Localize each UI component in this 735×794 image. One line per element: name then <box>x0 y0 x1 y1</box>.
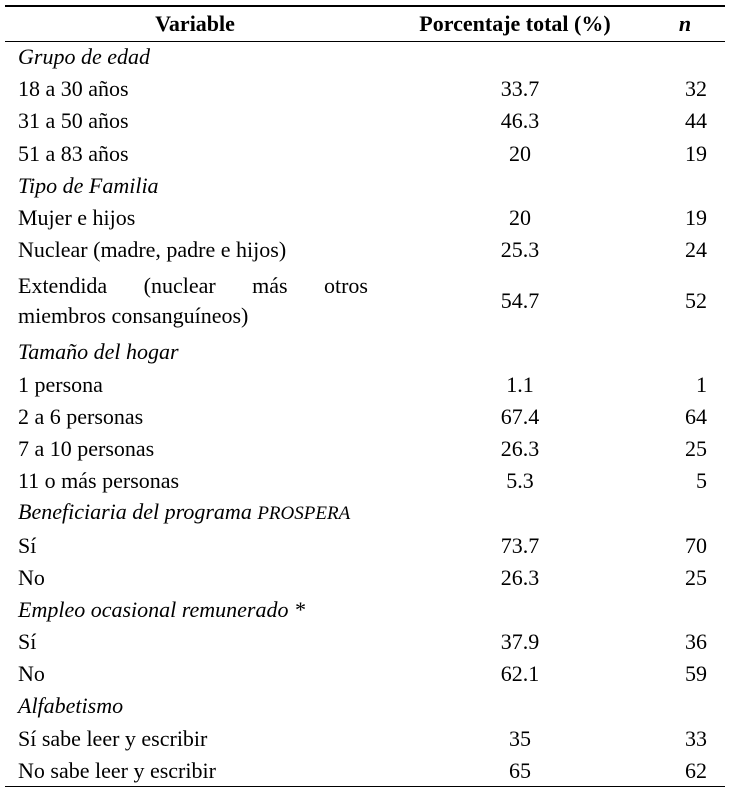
table-row <box>5 465 725 497</box>
header-percent: Porcentaje total (%) <box>385 6 645 41</box>
table-row <box>5 723 725 755</box>
row-percent: 26.3 <box>500 435 540 461</box>
demographics-table <box>5 5 725 787</box>
group-label <box>5 41 725 73</box>
row-label-text: 31 a 50 años <box>18 108 129 134</box>
row-percent: 33.7 <box>500 76 540 102</box>
row-n: 36 <box>685 629 707 655</box>
row-percent: 5.3 <box>506 468 534 494</box>
row-n: 64 <box>685 403 707 429</box>
table-row <box>5 755 725 787</box>
row-percent: 65 <box>385 755 645 787</box>
row-n: 62 <box>645 755 725 787</box>
group-label <box>5 336 725 368</box>
table-row <box>5 529 725 561</box>
row-label <box>5 73 385 105</box>
row-n: 25 <box>685 435 707 461</box>
table-body <box>5 41 725 787</box>
row-percent: 37.9 <box>500 629 540 655</box>
program-name: PROSPERA <box>257 503 351 525</box>
row-label <box>5 202 385 234</box>
row-label-text: No sabe leer y escribir <box>18 757 216 783</box>
row-n: 33 <box>685 725 707 751</box>
row-label <box>5 138 385 170</box>
row-n: 5 <box>696 468 707 494</box>
row-percent: 67.4 <box>500 403 540 429</box>
row-label <box>5 266 385 336</box>
table-row <box>5 369 725 401</box>
row-label <box>5 433 385 465</box>
row-label-text: Mujer e hijos <box>18 205 136 231</box>
row-label-text: 7 a 10 personas <box>18 435 155 461</box>
row-percent: 25.3 <box>500 237 540 263</box>
group-header-row <box>5 690 725 722</box>
row-n: 44 <box>685 108 707 134</box>
row-n: 24 <box>685 237 707 263</box>
row-percent: 54.7 <box>500 288 540 314</box>
group-label-text: Beneficiaria del programa <box>18 499 258 525</box>
header-variable: Variable <box>5 6 385 41</box>
group-header-row <box>5 170 725 202</box>
group-header-row <box>5 41 725 73</box>
row-percent: 46.3 <box>500 108 540 134</box>
row-n: 1 <box>696 371 707 397</box>
table-row <box>5 401 725 433</box>
row-label <box>5 626 385 658</box>
row-label <box>5 658 385 690</box>
group-label <box>5 594 725 626</box>
row-percent: 62.1 <box>500 661 540 687</box>
group-label-text: Grupo de edad <box>18 44 150 70</box>
table-row <box>5 562 725 594</box>
header-n: n <box>645 6 725 41</box>
row-label-text: 18 a 30 años <box>18 76 129 102</box>
group-label-text: Tamaño del hogar <box>18 339 179 365</box>
row-percent: 26.3 <box>500 564 540 590</box>
group-header-row <box>5 497 725 529</box>
row-percent: 20 <box>509 205 531 231</box>
table-row <box>5 73 725 105</box>
row-label <box>5 562 385 594</box>
row-label-text: Sí <box>18 629 37 655</box>
row-percent: 73.7 <box>500 532 540 558</box>
row-label-text: Sí <box>18 532 37 558</box>
row-label-text: Nuclear (madre, padre e hijos) <box>18 237 287 263</box>
row-label <box>5 529 385 561</box>
row-label-text: 11 o más personas <box>18 468 180 494</box>
row-label-text: 1 persona <box>18 371 103 397</box>
table-row <box>5 433 725 465</box>
row-label-text: 51 a 83 años <box>18 140 129 166</box>
group-label <box>5 690 725 722</box>
table-row <box>5 626 725 658</box>
row-label <box>5 401 385 433</box>
row-n: 70 <box>685 532 707 558</box>
group-label-text: Alfabetismo <box>18 693 124 719</box>
row-n: 52 <box>685 288 707 314</box>
table-row <box>5 658 725 690</box>
row-label-text: Sí sabe leer y escribir <box>18 725 208 751</box>
table-row <box>5 202 725 234</box>
row-label <box>5 755 385 787</box>
group-label-text: Tipo de Familia <box>18 172 159 198</box>
row-label <box>5 369 385 401</box>
row-n: 32 <box>685 76 707 102</box>
row-label <box>5 105 385 137</box>
row-label <box>5 234 385 266</box>
row-n: 19 <box>685 205 707 231</box>
row-label <box>5 723 385 755</box>
row-n: 19 <box>685 140 707 166</box>
table-row <box>5 105 725 137</box>
table-row <box>5 234 725 266</box>
row-percent: 1.1 <box>506 371 534 397</box>
row-label-text: No <box>18 564 45 590</box>
group-label <box>5 170 725 202</box>
row-n: 25 <box>685 564 707 590</box>
group-label <box>5 497 725 529</box>
table-row <box>5 138 725 170</box>
row-label-text: Extendida (nuclear más otros miembros consanguíneos) <box>18 273 368 329</box>
row-label-text: 2 a 6 personas <box>18 403 144 429</box>
row-label-text: No <box>18 661 45 687</box>
group-header-row <box>5 594 725 626</box>
row-percent: 20 <box>509 140 531 166</box>
row-n: 59 <box>685 661 707 687</box>
row-label <box>5 465 385 497</box>
header-row <box>5 6 725 41</box>
group-label-text: Empleo ocasional remunerado * <box>18 596 305 622</box>
table-row <box>5 266 725 336</box>
row-percent: 35 <box>509 725 531 751</box>
group-header-row <box>5 336 725 368</box>
